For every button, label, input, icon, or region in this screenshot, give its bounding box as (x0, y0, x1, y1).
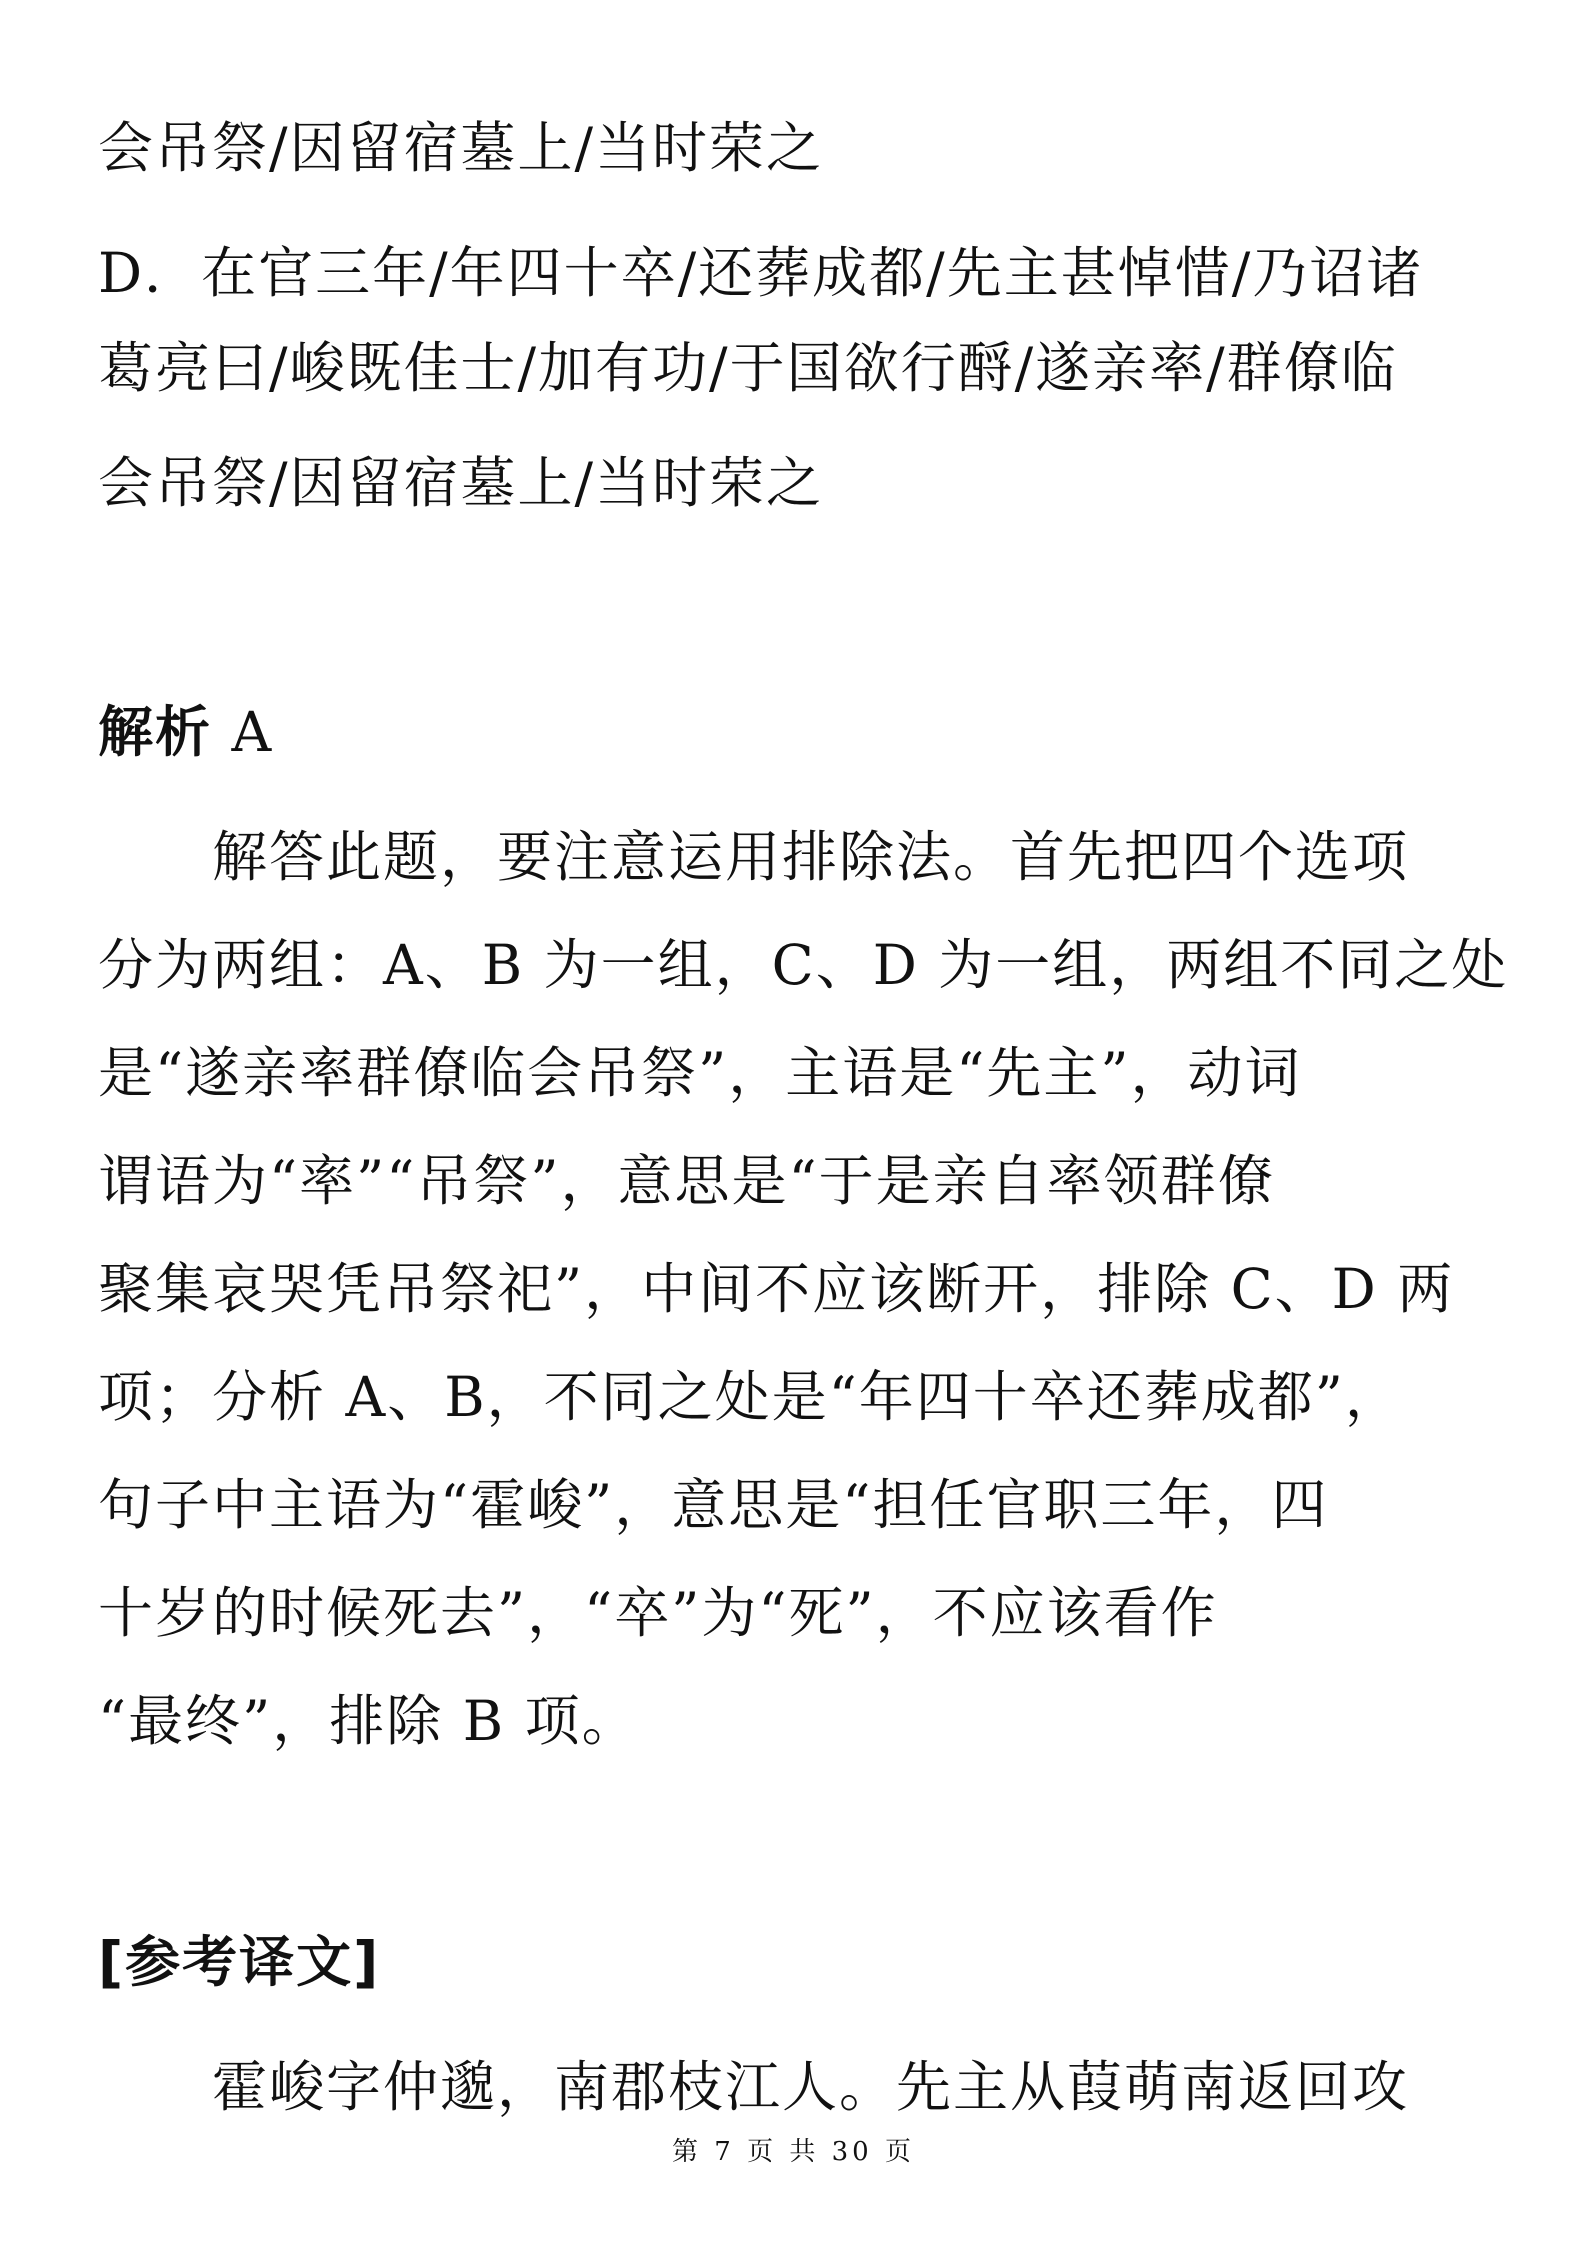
option-d-line-1: D．在官三年/年四十卒/还葬成都/先主甚悼惜/乃诏诸 (98, 241, 1424, 305)
option-c-tail: 会吊祭/因留宿墓上/当时荣之 (98, 116, 824, 180)
analysis-line-9: “最终”，排除 B 项。 (98, 1689, 639, 1753)
analysis-label: 解析 (98, 700, 213, 764)
option-d-line-2: 葛亮曰/峻既佳士/加有功/于国欲行酹/遂亲率/群僚临 (98, 336, 1398, 400)
analysis-heading (98, 692, 1498, 772)
translation-heading: [参考译文] (98, 1930, 381, 1994)
analysis-line-7: 句子中主语为“霍峻”，意思是“担任官职三年，四 (98, 1473, 1329, 1537)
analysis-answer: A (231, 700, 274, 764)
analysis-line-5: 聚集哀哭凭吊祭祀”，中间不应该断开，排除 C、D 两 (98, 1257, 1455, 1321)
option-d-line-3: 会吊祭/因留宿墓上/当时荣之 (98, 451, 824, 515)
analysis-line-8: 十岁的时候死去”，“卒”为“死”，不应该看作 (98, 1581, 1218, 1645)
analysis-line-6: 项；分析 A、B，不同之处是“年四十卒还葬成都”， (98, 1365, 1402, 1429)
translation-line-1: 霍峻字仲邈，南郡枝江人。先主从葭萌南返回攻 (212, 2055, 1410, 2119)
page-footer: 第 7 页 共 30 页 (672, 2137, 915, 2167)
analysis-line-3: 是“遂亲率群僚临会吊祭”，主语是“先主”，动词 (98, 1041, 1302, 1105)
analysis-line-4: 谓语为“率”“吊祭”，意思是“于是亲自率领群僚 (98, 1149, 1275, 1213)
analysis-line-1: 解答此题，要注意运用排除法。首先把四个选项 (212, 825, 1410, 889)
analysis-line-2: 分为两组：A、B 为一组，C、D 为一组，两组不同之处 (98, 933, 1509, 997)
